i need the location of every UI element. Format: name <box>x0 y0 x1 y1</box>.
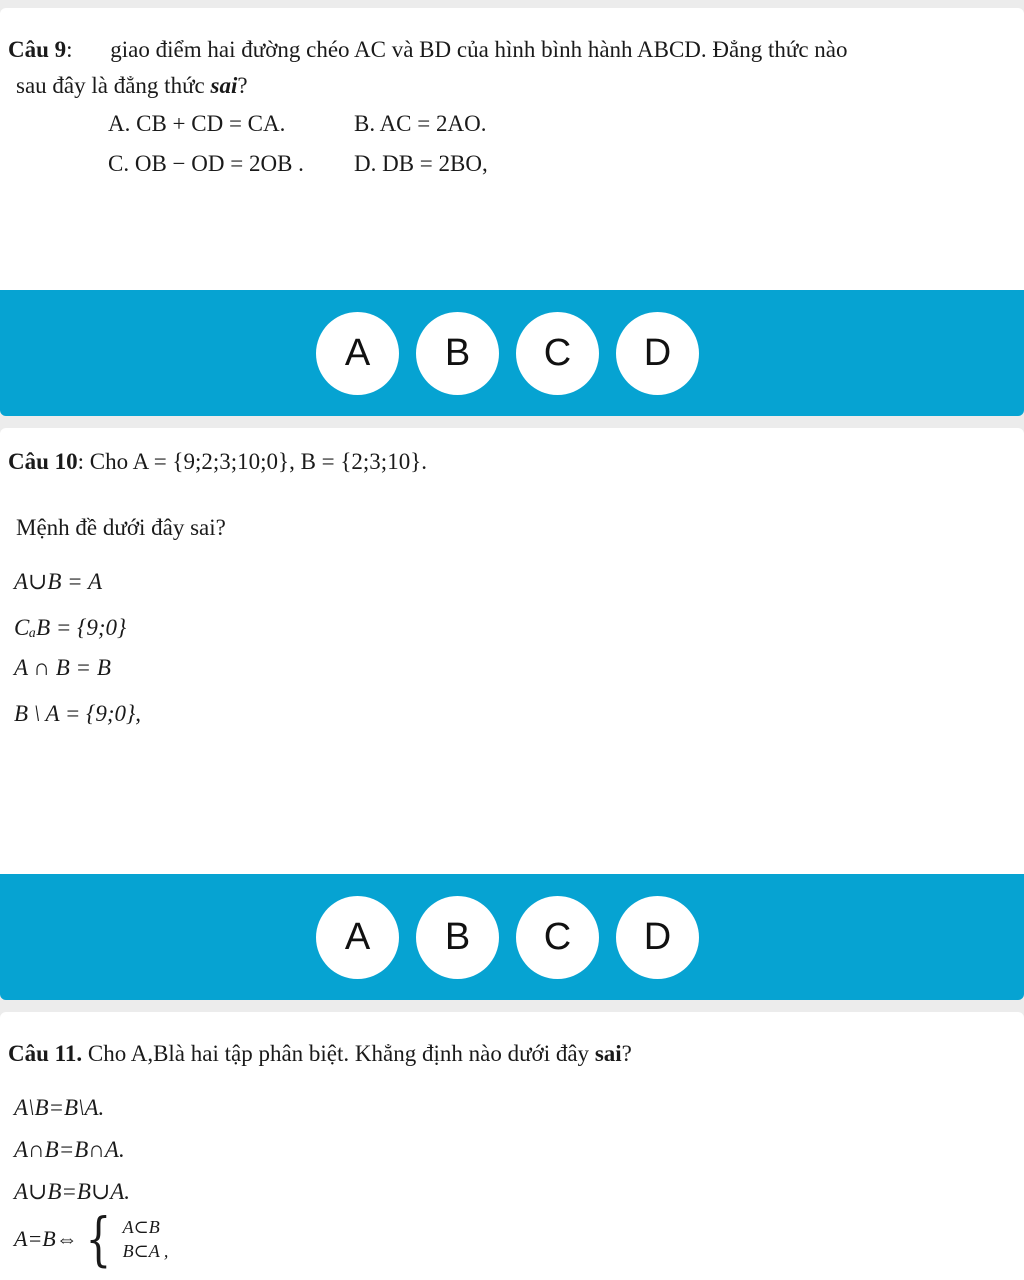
question-10-text-2: Mệnh đề dưới đây sai? <box>16 515 226 540</box>
answer-b-button[interactable]: B <box>416 896 499 979</box>
answer-c-button[interactable]: C <box>516 896 599 979</box>
question-9-line-1 <box>8 36 848 64</box>
question-9-option-b: B. AC = 2AO. <box>354 111 487 136</box>
question-11-statement-1: A\B=B\A. <box>14 1095 105 1120</box>
question-10-label: Câu 10 <box>8 449 78 474</box>
question-9-card <box>0 8 1024 292</box>
answer-options-1 <box>316 312 699 395</box>
answer-d-button[interactable]: D <box>616 896 699 979</box>
statement-4-top: A⊂B <box>122 1217 160 1237</box>
question-9-option-d: D. DB = 2BO, <box>354 151 488 176</box>
question-11-statement-3: A∪B=B∪A. <box>14 1179 131 1204</box>
question-11-statement-2: A∩B=B∩A. <box>14 1137 125 1162</box>
question-9-line-2 <box>16 72 248 100</box>
statement-4-system <box>123 1215 169 1263</box>
question-10-line-1 <box>8 448 427 476</box>
question-11-text-1: Cho A,Blà hai tập phân biệt. Khẳng định nào dưới đây <box>82 1041 595 1066</box>
question-11-label: Câu 11. <box>8 1041 83 1066</box>
question-9-option-a: A. CB + CD = CA. <box>108 111 286 136</box>
answer-options-2 <box>316 896 699 979</box>
answer-b-button[interactable]: B <box>416 312 499 395</box>
answer-a-button[interactable]: A <box>316 896 399 979</box>
statement-4-bottom: B⊂A , <box>122 1241 169 1261</box>
question-9-label: Câu 9 <box>8 37 67 62</box>
question-10-card <box>0 428 1024 876</box>
question-10-text-1: : Cho A = {9;2;3;10;0}, B = {2;3;10}. <box>77 449 427 474</box>
question-11-emphasis: sai <box>594 1041 622 1066</box>
curly-brace-icon: { <box>85 1205 112 1273</box>
question-9-text-2: sau đây là đẳng thức <box>16 73 211 98</box>
question-10-statement-1: A∪B = A <box>14 569 103 594</box>
question-10-statement-4: B \ A = {9;0}, <box>14 701 141 726</box>
answer-bar-2 <box>0 874 1024 1000</box>
question-11-line-1 <box>8 1040 632 1068</box>
answer-d-button[interactable]: D <box>616 312 699 395</box>
answer-c-button[interactable]: C <box>516 312 599 395</box>
question-9-emphasis: sai <box>210 73 238 98</box>
question-11-mark: ? <box>621 1041 632 1066</box>
answer-a-button[interactable]: A <box>316 312 399 395</box>
question-9-text-1: giao điểm hai đường chéo AC và BD của hình bình hành ABCD. Đẳng thức nào <box>110 37 848 62</box>
question-9-option-c: C. OB − OD = 2OB . <box>108 151 304 176</box>
question-10-statement-3: A ∩ B = B <box>14 655 111 680</box>
question-9-mark: ? <box>237 73 248 98</box>
question-11-statement-4 <box>14 1205 169 1273</box>
statement-4-left: A=B⇔ <box>14 1226 78 1251</box>
answer-bar-1 <box>0 290 1024 416</box>
question-10-statement-2: CₐB = {9;0} <box>14 615 127 640</box>
question-9-colon: : <box>66 37 73 62</box>
